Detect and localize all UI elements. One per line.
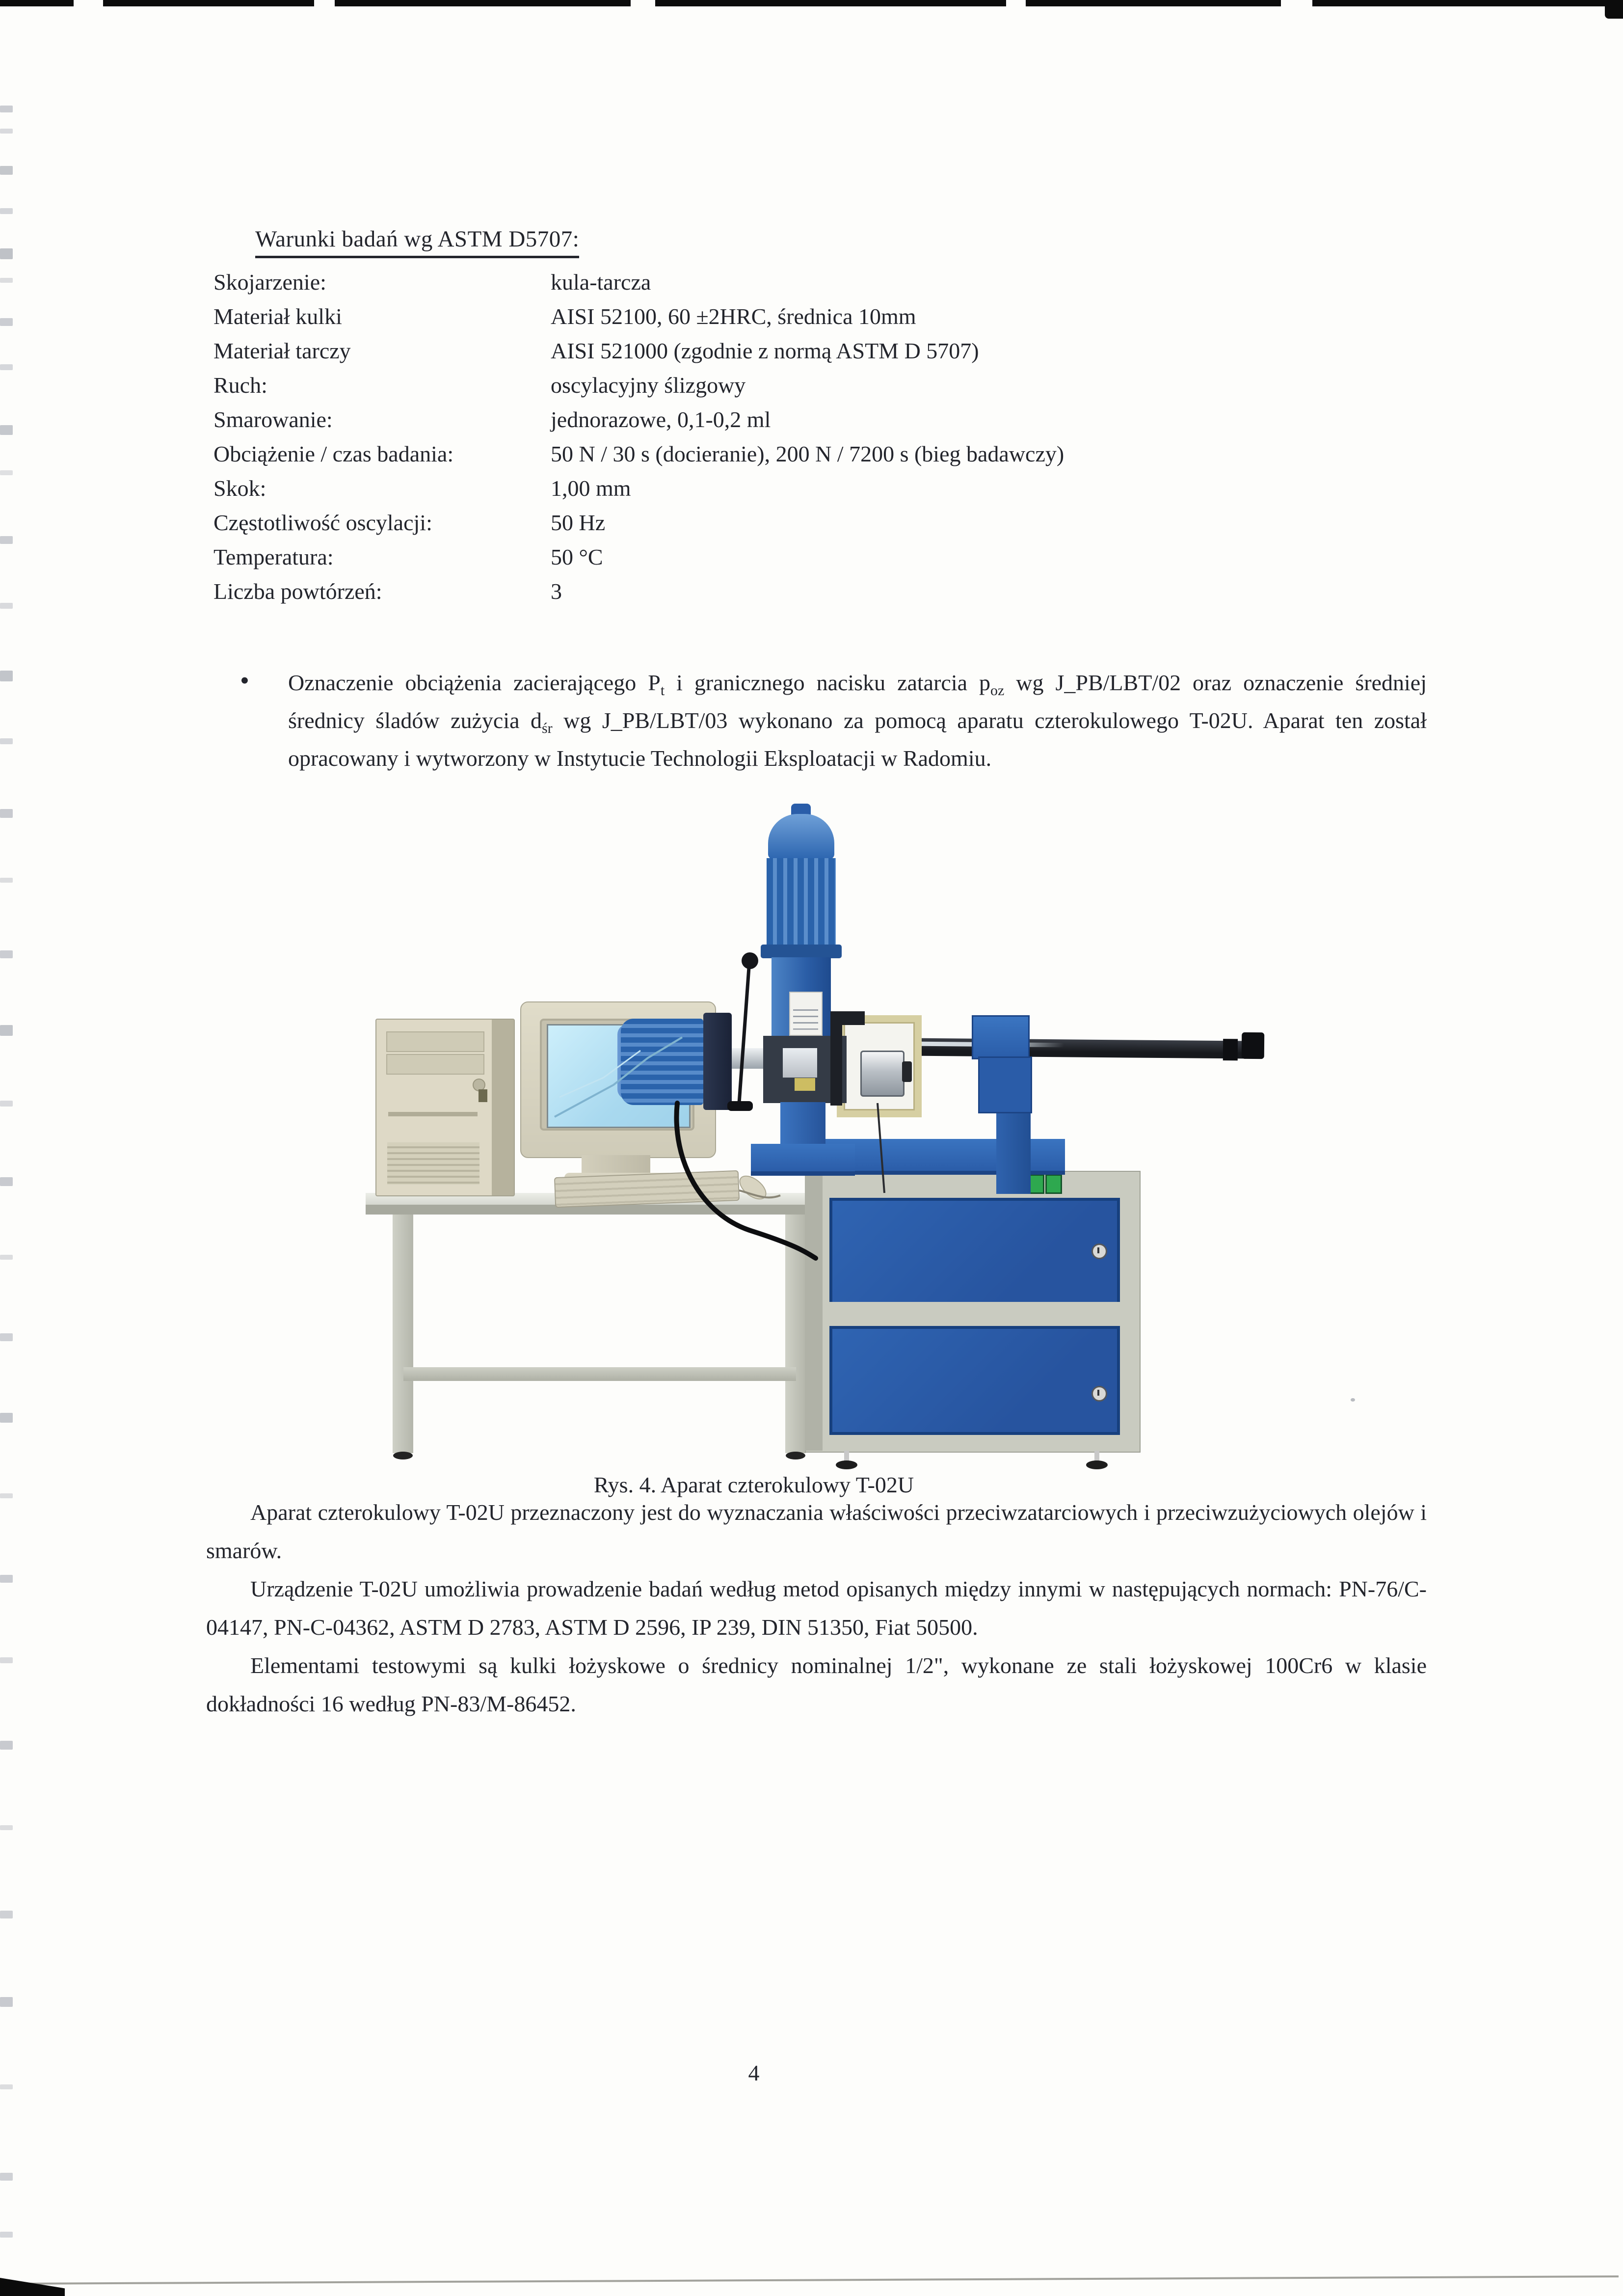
scan-left-edge-dash bbox=[0, 1177, 13, 1186]
scan-top-edge-gap bbox=[314, 0, 335, 6]
condition-label: Temperatura: bbox=[213, 544, 334, 569]
condition-row bbox=[213, 578, 1064, 613]
scan-left-edge-dash bbox=[0, 1025, 13, 1036]
scan-left-edge-dash bbox=[0, 671, 13, 681]
condition-row bbox=[213, 372, 1064, 406]
condition-label: Liczba powtórzeń: bbox=[213, 579, 382, 604]
scan-left-edge-dash bbox=[0, 2173, 13, 2181]
condition-row bbox=[213, 475, 1064, 510]
figure-caption: Rys. 4. Aparat czterokulowy T-02U bbox=[593, 1472, 914, 1497]
scan-left-edge-dash bbox=[0, 878, 13, 883]
scan-left-edge-dash bbox=[0, 470, 13, 475]
screen-chart-line bbox=[555, 1037, 682, 1117]
condition-value: 1,00 mm bbox=[551, 476, 631, 501]
scan-corner-mark bbox=[1605, 0, 1623, 19]
figure-photo-t02u-apparatus bbox=[358, 803, 1335, 1470]
scan-left-edge-dash bbox=[0, 1997, 13, 2007]
mouse-cable bbox=[739, 1190, 780, 1197]
power-cable bbox=[677, 1103, 816, 1258]
lever-ball-handle bbox=[742, 952, 758, 969]
scan-left-edge-dash bbox=[0, 1333, 13, 1341]
scan-top-edge-gap bbox=[1281, 0, 1312, 6]
scan-left-edge-dash bbox=[0, 1575, 13, 1583]
paragraph: Elementami testowymi są kulki łożyskowe o średnicy nominalnej 1/2", wykonane ze stali łożyskowej 100Cr6 w klasie dokładności 16 według PN-83/M-86452. bbox=[206, 1653, 1427, 1716]
section-heading: Warunki badań wg ASTM D5707: bbox=[255, 226, 579, 258]
scan-top-edge-gap bbox=[631, 0, 655, 6]
scan-left-edge-dash bbox=[0, 1101, 13, 1107]
scan-left-edge-dash bbox=[0, 208, 13, 214]
paragraph: Urządzenie T-02U umożliwia prowadzenie badań według metod opisanych między innymi w następujących normach: PN-76/C-04147, PN-C-04362, ASTM D 2783, ASTM D 2596, IP 239, DIN 51350, Fiat 50500. bbox=[206, 1576, 1427, 1640]
condition-row bbox=[213, 269, 1064, 303]
bullet-seg: wg J_PB/LBT/02 oraz oznaczenie średniej średnicy śladów zużycia d bbox=[288, 670, 1427, 733]
condition-label: Skojarzenie: bbox=[213, 270, 326, 295]
scan-left-edge-dash bbox=[0, 1255, 13, 1260]
condition-label: Obciążenie / czas badania: bbox=[213, 441, 454, 466]
scan-left-edge-dash bbox=[0, 1493, 13, 1498]
condition-label: Materiał kulki bbox=[213, 304, 342, 329]
paragraph: Aparat czterokulowy T-02U przeznaczony jest do wyznaczania właściwości przeciwzatarciowych i przeciwzużyciowych olejów i smarów. bbox=[206, 1500, 1427, 1563]
condition-value: jednorazowe, 0,1-0,2 ml bbox=[551, 407, 771, 432]
condition-value: AISI 521000 (zgodnie z normą ASTM D 5707) bbox=[551, 338, 979, 363]
scan-left-edge-dash bbox=[0, 1911, 13, 1918]
scan-left-edge-dash bbox=[0, 1741, 13, 1750]
scan-left-edge-dash bbox=[0, 425, 13, 435]
scan-left-edge-dash bbox=[0, 1657, 13, 1663]
condition-value: oscylacyjny ślizgowy bbox=[551, 373, 746, 398]
scan-left-edge-dash bbox=[0, 106, 13, 112]
scan-left-edge-dash bbox=[0, 2232, 13, 2238]
scan-left-edge-dash bbox=[0, 603, 13, 609]
condition-value: AISI 52100, 60 ±2HRC, średnica 10mm bbox=[551, 304, 916, 329]
scan-left-edge-dash bbox=[0, 318, 13, 326]
test-conditions-list bbox=[213, 269, 1064, 613]
bullet-paragraph bbox=[239, 664, 1427, 777]
scan-left-edge-dash bbox=[0, 364, 13, 370]
condition-value: 50 N / 30 s (docieranie), 200 N / 7200 s (bieg badawczy) bbox=[551, 441, 1064, 466]
scan-bottom-page-edge bbox=[9, 2275, 1619, 2285]
figure-line-overlay bbox=[358, 803, 1335, 1470]
scan-top-edge-bar bbox=[0, 0, 1623, 6]
scan-speck bbox=[1351, 1398, 1355, 1402]
scan-top-edge-gap bbox=[1006, 0, 1026, 6]
condition-row bbox=[213, 338, 1064, 372]
scan-left-edge-dash bbox=[0, 2084, 13, 2089]
condition-row bbox=[213, 303, 1064, 338]
bullet-seg: i granicznego nacisku zatarcia p bbox=[665, 670, 990, 695]
condition-label: Smarowanie: bbox=[213, 407, 333, 432]
scan-left-edge-dash bbox=[0, 1413, 13, 1423]
scan-left-edge-dash bbox=[0, 738, 13, 744]
scan-left-edge-dash bbox=[0, 278, 13, 283]
condition-label: Materiał tarczy bbox=[213, 338, 351, 363]
scan-bottom-corner-shadow bbox=[0, 2278, 65, 2296]
scan-left-edge-dash bbox=[0, 950, 13, 958]
lever-knob bbox=[727, 1101, 753, 1111]
condition-label: Skok: bbox=[213, 476, 266, 501]
condition-row bbox=[213, 544, 1064, 578]
scan-left-edge-dash bbox=[0, 536, 13, 544]
subscript-t: t bbox=[660, 682, 665, 699]
bullet-text bbox=[288, 664, 1427, 777]
bullet-seg: Oznaczenie obciążenia zacierającego P bbox=[288, 670, 661, 695]
scan-left-edge-dash bbox=[0, 248, 13, 259]
lever-rod bbox=[739, 968, 749, 1103]
scan-left-edge-dash bbox=[0, 129, 13, 134]
page-number: 4 bbox=[748, 2060, 760, 2085]
condition-value: 50 Hz bbox=[551, 510, 606, 535]
scan-left-edge-dash bbox=[0, 1825, 13, 1830]
scan-top-edge-gap bbox=[74, 0, 103, 6]
condition-row bbox=[213, 441, 1064, 475]
condition-label: Ruch: bbox=[213, 373, 267, 398]
subscript-sr: śr bbox=[542, 720, 553, 736]
condition-row bbox=[213, 510, 1064, 544]
subscript-oz: oz bbox=[990, 682, 1005, 699]
condition-value: 3 bbox=[551, 579, 562, 604]
scan-left-edge-dash bbox=[0, 809, 13, 818]
condition-row bbox=[213, 406, 1064, 441]
scan-left-edge-dash bbox=[0, 166, 13, 175]
condition-value: kula-tarcza bbox=[551, 270, 651, 295]
sensor-wire bbox=[878, 1103, 884, 1193]
condition-label: Częstotliwość oscylacji: bbox=[213, 510, 432, 535]
condition-value: 50 °C bbox=[551, 544, 603, 569]
bullet-marker: • bbox=[240, 666, 249, 695]
body-paragraphs bbox=[206, 1493, 1427, 1723]
bullet-seg: wg J_PB/LBT/03 wykonano za pomocą aparatu czterokulowego T-02U. Aparat ten został opracowany i wytworzony w Instytucie Technologii Eksploatacji w Radomiu. bbox=[288, 708, 1427, 771]
